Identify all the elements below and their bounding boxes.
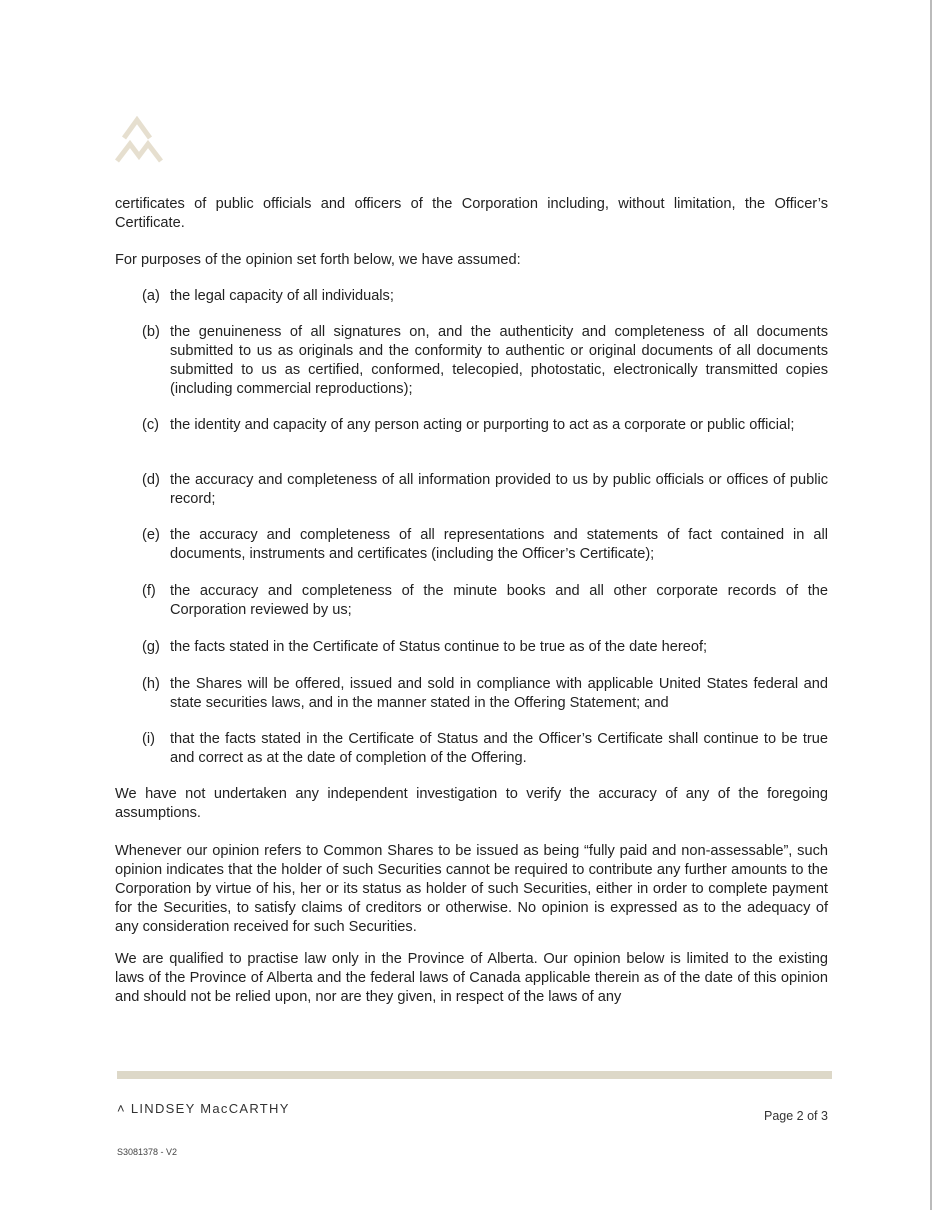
list-item [142,638,828,657]
list-item [142,730,828,768]
paragraph: Whenever our opinion refers to Common Shares to be issued as being “fully paid and non-assessable”, such opinion indicates that the holder of such Securities cannot be required to contribute any further amounts to the Corporation by virtue of his, her or its status as holder of such Securities, either in order to complete payment for the Securities, to satisfy claims of creditors or otherwise. No opinion is expressed as to the adequacy of any consideration received for such Securities. [115,843,828,935]
list-item [142,526,828,564]
list-label: (d) [142,472,160,488]
list-text: the facts stated in the Certificate of Status continue to be true as of the date hereof; [170,639,708,655]
page-edge [930,0,932,1210]
list-label: (c) [142,417,160,433]
list-text: the legal capacity of all individuals; [170,288,394,304]
list-text: the Shares will be offered, issued and sold in compliance with applicable United States federal and state securities laws, and in the manner stated in the Offering Statement; and [170,676,828,711]
firm-logo-icon [114,116,164,164]
page-number: Page 2 of 3 [764,1109,828,1123]
paragraph: We are qualified to practise law only in the Province of Alberta. Our opinion below is limited to the existing laws of the Province of Alberta and the federal laws of Canada applicable therein as of the date of this opinion and should not be relied upon, nor are they given, in respect of the laws of any [115,951,828,1005]
list-item [142,675,828,713]
list-label: (f) [142,583,156,599]
list-text: the identity and capacity of any person acting or purporting to act as a corporate or public official; [170,417,795,433]
list-label: (e) [142,527,160,543]
list-item [142,471,828,509]
list-label: (g) [142,639,160,655]
list-text: the accuracy and completeness of all representations and statements of fact contained in all documents, instruments and certificates (including the Officer’s Certificate); [170,527,828,562]
list-label: (h) [142,676,160,692]
list-item [142,323,828,399]
paragraph: We have not undertaken any independent investigation to verify the accuracy of any of the foregoing assumptions. [115,786,828,821]
list-item [142,582,828,620]
list-label: (a) [142,288,160,304]
list-text: the accuracy and completeness of all information provided to us by public officials or offices of public record; [170,472,828,507]
footer-brand [117,1101,290,1116]
brand-logo-icon: ˄ [117,1101,126,1116]
list-text: the genuineness of all signatures on, and the authenticity and completeness of all documents submitted to us as originals and the conformity to authentic or original documents of all documents submitted to us as certified, conformed, telecopied, photostatic, electronically transmitted copies (including commercial reproductions); [170,324,828,397]
paragraph: certificates of public officials and officers of the Corporation including, without limitation, the Officer’s Certificate. [115,196,828,231]
paragraph: For purposes of the opinion set forth below, we have assumed: [115,252,521,268]
list-text: the accuracy and completeness of the minute books and all other corporate records of the Corporation reviewed by us; [170,583,828,618]
list-label: (b) [142,324,160,340]
brand-name: LINDSEY MacCARTHY [130,1101,290,1116]
document-id: S3081378 - V2 [117,1147,178,1157]
list-label: (i) [142,731,155,747]
list-item [142,287,828,306]
list-item [142,416,828,435]
list-text: that the facts stated in the Certificate of Status and the Officer’s Certificate shall continue to be true and correct as at the date of completion of the Offering. [170,731,828,766]
footer-rule [117,1071,832,1079]
